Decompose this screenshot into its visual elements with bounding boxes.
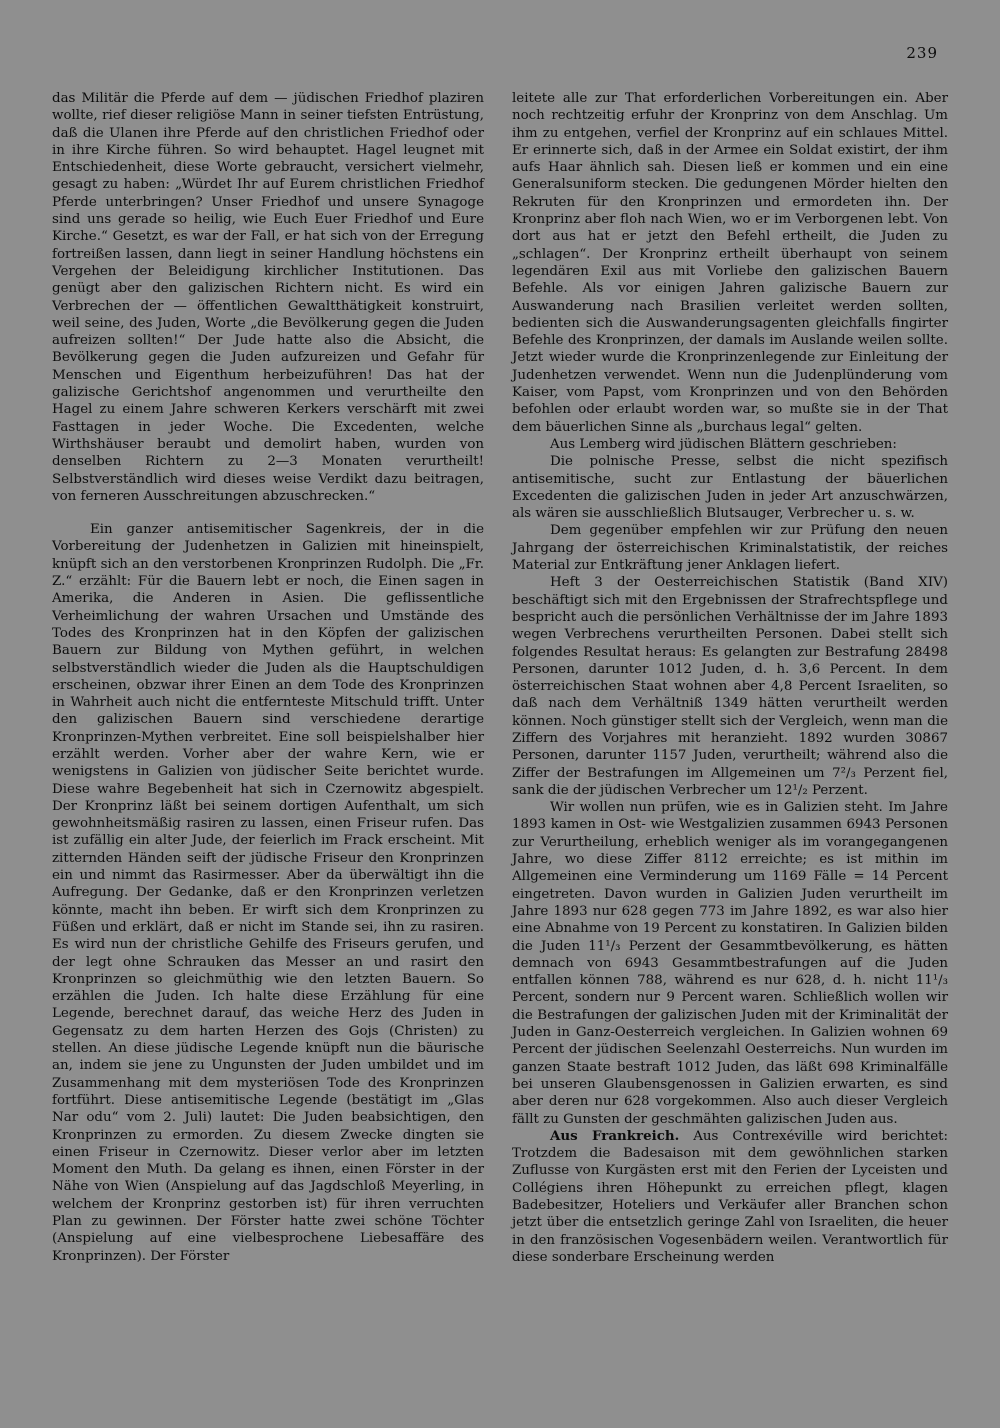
france-heading: Aus Frankreich.	[550, 1127, 680, 1144]
right-paragraph-4: Dem gegenüber empfehlen wir zur Prüfung den neuen Jahrgang der österreichischen Kriminalstatistik, der reiches Material zur Entkräftung jener Anklagen liefert.	[512, 523, 948, 574]
right-paragraph-2: Aus Lemberg wird jüdischen Blättern geschrieben:	[550, 436, 897, 452]
right-paragraph-5: Heft 3 der Oesterreichischen Statistik (Band XIV) beschäftigt sich mit den Ergebnissen der Strafrechtspflege und bespricht auch die persönlichen Verhältnisse der im Jahre 1893 wegen Verbrechens verurtheilten Personen. Dabei stellt sich folgendes Resultat heraus: Es gelangten zur Bestrafung 28498 Personen, darunter 1012 Juden, d. h. 3,6 Percent. In dem österreichischen Staat wohnen aber 4,8 Percent Israeliten, so daß nach dem Verhältniß 1349 hätten verurtheilt werden können. Noch günstiger stellt sich der Vergleich, wenn man die Ziffern des Vorjahres mit heranzieht. 1892 wurden 30867 Personen, darunter 1157 Juden, verurtheilt; während also die Ziffer der Bestrafungen im Allgemeinen um 7²/₃ Perzent fiel, sank die der jüdischen Verbrecher um 12¹/₂ Perzent.	[512, 575, 948, 798]
right-paragraph-3: Die polnische Presse, selbst die nicht spezifisch antisemitische, sucht zur Entlastung der bäuerlichen Excedenten die galizischen Juden in jeder Art anzuschwärzen, als wären sie ausschließlich Blutsauger, Verbrecher u. s. w.	[512, 454, 948, 522]
right-paragraph-1: leitete alle zur That erforderlichen Vorbereitungen ein. Aber noch rechtzeitig erfuhr der Kronprinz von dem Anschlag. Um ihm zu entgehen, verfiel der Kronprinz auf ein schlaues Mittel. Er erinnerte sich, daß in der Armee ein Soldat existirt, der ihm aufs Haar ähnlich sah. Diesen ließ er kommen und ein eine Generalsuniform stecken. Die gedungenen Mörder hielten den Rekruten für den Kronprinzen und ermordeten ihn. Der Kronprinz aber floh nach Wien, wo er im Verborgenen lebt. Von dort aus hat er jetzt den Befehl ertheilt, die Juden zu „schlagen“. Der Kronprinz ertheilt überhaupt von seinem legendären Exil aus mit Vorliebe den galizischen Bauern Befehle. Als vor einigen Jahren galizische Bauern zur Auswanderung nach Brasilien verleitet werden sollten, bedienten sich die Auswanderungsagenten gleichfalls fingirter Befehle des Kronprinzen, der damals im Auslande weilen sollte. Jetzt wieder wurde die Kronprinzenlegende zur Einleitung der Judenhetzen verwendet. Wenn nun die Judenplünderung vom Kaiser, vom Papst, vom Kronprinzen und von den Behörden befohlen oder erlaubt worden war, so mußte sie in der That dem bäuerlichen Sinne als „burchaus legal“ gelten.	[512, 91, 948, 435]
page-number: 239	[906, 44, 938, 62]
left-column	[52, 90, 484, 1265]
right-column	[512, 90, 948, 1266]
left-paragraph-1: das Militär die Pferde auf dem — jüdischen Friedhof plaziren wollte, rief dieser religiöse Mann in seiner tiefsten Entrüstung, daß die Ulanen ihre Pferde auf den christlichen Friedhof oder in ihre Kirche führen. So wird behauptet. Hagel leugnet mit Entschiedenheit, diese Worte gebraucht, versichert vielmehr, gesagt zu haben: „Würdet Ihr auf Eurem christlichen Friedhof Pferde unterbringen? Unser Friedhof und unsere Synagoge sind uns gerade so heilig, wie Euch Euer Friedhof und Eure Kirche.“ Gesetzt, es war der Fall, er hat sich von der Erregung fortreißen lassen, dann liegt in seiner Handlung höchstens ein Vergehen der Beleidigung kirchlicher Institutionen. Das genügt aber den galizischen Richtern nicht. Es wird ein Verbrechen der — öffentlichen Gewaltthätigkeit konstruirt, weil seine, des Juden, Worte „die Bevölkerung gegen die Juden aufreizen sollten!“ Der Jude hatte also die Absicht, die Bevölkerung gegen die Juden aufzureizen und Gefahr für Menschen und Eigenthum herbeizuführen! Das hat der galizische Gerichtshof angenommen und verurtheilte den Hagel zu einem Jahre schweren Kerkers verschärft mit zwei Fasttagen in jeder Woche. Die Excedenten, welche Wirthshäuser beraubt und demolirt haben, wurden von denselben Richtern zu 2—3 Monaten verurtheilt! Selbstverständlich wird dieses weise Verdikt dazu beitragen, von ferneren Ausschreitungen abzuschrecken.“	[52, 91, 484, 504]
france-section	[512, 1128, 948, 1266]
france-text: Aus Contrexéville wird berichtet: Trotzdem die Badesaison mit dem gewöhnlichen starken Zuflusse von Kurgästen erst mit den Ferien der Lyceisten und Collégiens ihren Höhepunkt zu erreichen pflegt, klagen Badebesitzer, Hoteliers und Verkäufer aller Branchen schon jetzt über die entsetzlich geringe Zahl von Israeliten, die heuer in den französischen Vogesenbädern weilen. Verantwortlich für diese sonderbare Erscheinung werden	[512, 1128, 949, 1265]
right-paragraph-6: Wir wollen nun prüfen, wie es in Galizien steht. Im Jahre 1893 kamen in Ost- wie Westgalizien zusammen 6943 Personen zur Verurtheilung, erheblich weniger als im vorangegangenen Jahre, wo diese Ziffer 8112 erreichte; es ist mithin im Allgemeinen eine Verminderung um 1169 Fälle = 14 Percent eingetreten. Davon wurden in Galizien Juden verurtheilt im Jahre 1893 nur 628 gegen 773 im Jahre 1892, es war also hier eine Abnahme von 19 Percent zu konstatiren. In Galizien bilden die Juden 11¹/₃ Perzent der Gesammtbevölkerung, es hätten demnach von 6943 Gesammtbestrafungen auf die Juden entfallen können 788, während es nur 628, d. h. nicht 11¹/₃ Percent, sondern nur 9 Percent waren. Schließlich wollen wir die Bestrafungen der galizischen Juden mit der Kriminalität der Juden in Ganz-Oesterreich vergleichen. In Galizien wohnen 69 Percent der jüdischen Seelenzahl Oesterreichs. Nun wurden im ganzen Staate bestraft 1012 Juden, das läßt 698 Kriminalfälle bei unseren Glaubensgenossen in Galizien erwarten, es sind aber deren nur 628 vorgekommen. Also auch dieser Vergleich fällt zu Gunsten der geschmähten galizischen Juden aus.	[512, 800, 948, 1127]
left-paragraph-2: Ein ganzer antisemitischer Sagenkreis, der in die Vorbereitung der Judenhetzen in Galizien mit hineinspielt, knüpft sich an den verstorbenen Kronprinzen Rudolph. Die „Fr. Z.“ erzählt: Für die Bauern lebt er noch, die Einen sagen in Amerika, die Anderen in Asien. Die geflissentliche Verheimlichung der wahren Ursachen und Umstände des Todes des Kronprinzen hat in den Köpfen der galizischen Bauern zur Bildung von Mythen geführt, in welchen selbstverständlich wieder die Juden als die Hauptschuldigen erscheinen, obzwar ihrer Einen an dem Tode des Kronprinzen in Wahrheit auch nicht die entfernteste Mitschuld trifft. Unter den galizischen Bauern sind verschiedene derartige Kronprinzen-Mythen verbreitet. Eine soll beispielshalber hier erzählt werden. Vorher aber der wahre Kern, wie er wenigstens in Galizien von jüdischer Seite berichtet wurde. Diese wahre Begebenheit hat sich in Czernowitz abgespielt. Der Kronprinz läßt bei seinem dortigen Aufenthalt, um sich gewohnheitsmäßig rasiren zu lassen, einen Friseur rufen. Das ist zufällig ein alter Jude, der feierlich im Frack erscheint. Mit zitternden Händen seift der jüdische Friseur den Kronprinzen ein und nimmt das Rasirmesser. Aber da überwältigt ihn die Aufregung. Der Gedanke, daß er den Kronprinzen verletzen könnte, macht ihn beben. Er wirft sich dem Kronprinzen zu Füßen und erklärt, daß er nicht im Stande sei, ihn zu rasiren. Es wird nun der christliche Gehilfe des Friseurs gerufen, und der legt ohne Schrauken das Messer an und rasirt den Kronprinzen so gleichmüthig wie den letzten Bauern. So erzählen die Juden. Ich halte diese Erzählung für eine Legende, berechnet darauf, das weiche Herz des Juden in Gegensatz zu dem harten Herzen des Gojs (Christen) zu stellen. An diese jüdische Legende knüpft nun die bäurische an, indem sie jene zu Ungunsten der Juden umbildet und im Zusammenhang mit dem mysteriösen Tode des Kronprinzen fortführt. Diese antisemitische Legende (bestätigt im „Glas Nar odu“ vom 2. Juli) lautet: Die Juden beabsichtigen, den Kronprinzen zu ermorden. Zu diesem Zwecke dingten sie einen Friseur in Czernowitz. Dieser verlor aber im letzten Moment den Muth. Da gelang es ihnen, einen Förster in der Nähe von Wien (Anspielung auf das Jagdschloß Meyerling, in welchem der Kronprinz gestorben ist) für ihren verruchten Plan zu gewinnen. Der Förster hatte zwei schöne Töchter (Anspielung auf eine vielbesprochene Liebesaffäre des Kronprinzen). Der Förster	[52, 522, 484, 1264]
